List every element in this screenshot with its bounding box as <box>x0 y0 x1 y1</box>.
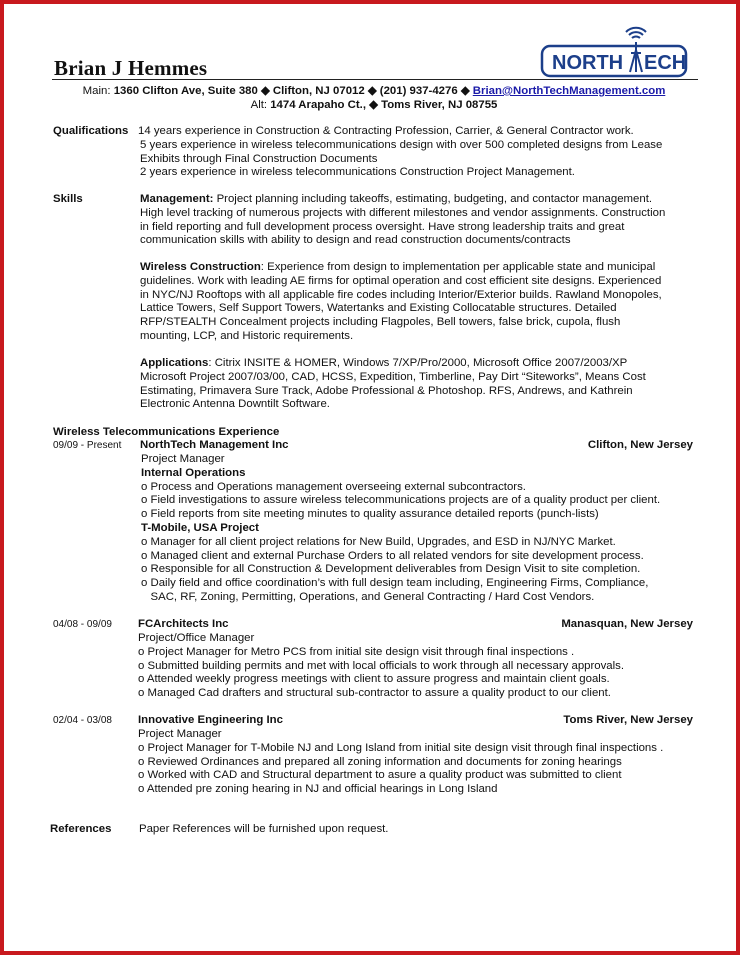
skills-wireless-construction <box>140 261 662 344</box>
job-group-title: Internal Operations <box>141 466 246 479</box>
qualification-line: 2 years experience in wireless telecommunications Construction Project Management. <box>140 166 575 179</box>
main-label: Main: <box>82 85 114 97</box>
job-bullet: o Project Manager for Metro PCS from initial site design visit through final inspections . <box>138 645 575 658</box>
main-contact-line <box>8 83 740 97</box>
job-location: Clifton, New Jersey <box>587 439 693 451</box>
applications-line: Electronic Antenna Downtilt Software. <box>140 398 330 411</box>
candidate-name: Brian J Hemmes <box>54 56 208 80</box>
management-line: Project planning including takeoffs, estimating, budgeting, and contactor management. <box>213 193 653 205</box>
job-bullet: o Process and Operations management overseeing external subcontractors. <box>141 480 526 493</box>
job-location: Toms River, New Jersey <box>563 714 693 726</box>
alt-address: 1474 Arapaho Ct., ◆ Toms River, NJ 08755 <box>270 99 498 111</box>
wireless-line: Lattice Towers, Self Support Towers, Watertanks and Existing Collocatable structures. Detailed <box>140 302 617 315</box>
job-bullet: o Submitted building permits and met with local officials to work through all necessary approvals. <box>138 659 625 672</box>
applications-title: Applications <box>140 357 209 369</box>
logo-text-north: NORTH <box>552 52 624 74</box>
qualification-line: Exhibits through Final Construction Documents <box>140 152 378 165</box>
skills-heading: Skills <box>53 193 83 205</box>
job-dates: 02/04 - 03/08 <box>53 715 112 726</box>
job-bullet: o Responsible for all Construction & Development deliverables from Design Visit to site completion. <box>141 563 641 576</box>
job-bullet: o Reviewed Ordinances and prepared all zoning information and documents for zoning hearings <box>138 755 622 768</box>
qualifications-heading: Qualifications <box>53 125 129 137</box>
job-title: Project/Office Manager <box>138 632 255 644</box>
qualification-line: 5 years experience in wireless telecommunications design with over 500 completed designs from Lease <box>140 138 663 151</box>
job-bullet: o Field investigations to assure wireless telecommunications projects are of a quality product per client. <box>141 494 661 507</box>
main-address: 1360 Clifton Ave, Suite 380 ◆ Clifton, NJ 07012 ◆ (201) 937-4276 ◆ <box>113 85 473 97</box>
signal-waves-icon <box>626 28 646 38</box>
job-company: Innovative Engineering Inc <box>138 714 283 726</box>
experience-heading: Wireless Telecommunications Experience <box>53 426 280 438</box>
logo-text-ech: ECH <box>644 52 687 74</box>
resume-document <box>8 8 740 955</box>
job-details <box>138 728 663 797</box>
job-details <box>141 453 660 605</box>
job-bullet: o Worked with CAD and Structural department to asure a quality product was submitted to client <box>138 769 622 782</box>
references-heading: References <box>50 823 112 835</box>
job-dates: 04/08 - 09/09 <box>53 619 112 630</box>
job-bullet: o Manager for all client project relations for New Build, Upgrades, and ESD in NJ/NYC Market. <box>141 535 616 548</box>
wireless-line: in NYC/NJ Rooftops with all applicable fire codes including Interior/Exterior builds. Rawland Monopoles, <box>140 288 662 301</box>
job-dates: 09/09 - Present <box>53 440 122 451</box>
wireless-title: Wireless Construction <box>140 261 261 273</box>
wireless-line: : Experience from design to implementation per applicable state and municipal <box>260 261 656 273</box>
wireless-line: mounting, LCP, and Historic requirements. <box>140 329 354 342</box>
job-bullet: o Attended pre zoning hearing in NJ and official hearings in Long Island <box>138 783 498 796</box>
job-company: NorthTech Management Inc <box>140 439 289 451</box>
job-bullet: o Daily field and office coordination’s with full design team including, Engineering Firms, Compliance, <box>141 577 649 590</box>
job-location: Manasquan, New Jersey <box>561 618 693 630</box>
job-details <box>138 632 624 701</box>
management-line: in field reporting and full development process oversight. Have strong leadership traits and great <box>140 220 625 233</box>
northtech-logo <box>540 26 688 78</box>
alt-contact-line <box>8 97 740 111</box>
applications-line: Estimating, Primavera Sure Track, Adobe Professional & Photoshop. RFS, Andrews, and Kathrein <box>140 384 633 397</box>
header-rule <box>52 79 698 80</box>
wireless-line: guidelines. Work with leading AE firms for optimal operation and cost efficient site designs. Experienced <box>140 274 662 287</box>
applications-line: : Citrix INSITE & HOMER, Windows 7/XP/Pro/2000, Microsoft Office 2007/2003/XP <box>208 357 628 369</box>
job-bullet: o Attended weekly progress meetings with client to assure progress and maintain client goals. <box>138 673 610 686</box>
job-title: Project Manager <box>141 453 225 465</box>
wireless-line: RFP/STEALTH Concealment projects including Flagpoles, Bell towers, false brick, cupola, flush <box>140 316 621 329</box>
management-line: High level tracking of numerous projects with different milestones and vendor assignments. Construction <box>140 206 666 219</box>
job-bullet: o Managed client and external Purchase Orders to all related vendors for site development process. <box>141 549 644 562</box>
job-title: Project Manager <box>138 728 222 740</box>
job-group-title: T-Mobile, USA Project <box>141 521 259 534</box>
job-bullet: o Managed Cad drafters and structural sub-contractor to assure a quality product to our client. <box>138 687 611 700</box>
job-bullet: SAC, RF, Zoning, Permitting, Operations, and General Contracting / Hard Cost Vendors. <box>141 590 595 603</box>
alt-label: Alt: <box>250 99 271 111</box>
management-line: communication skills with ability to design and read construction documents/contracts <box>140 234 571 247</box>
job-company: FCArchitects Inc <box>138 618 229 630</box>
skills-applications <box>140 357 646 412</box>
qualifications-text <box>138 125 662 180</box>
references-text: Paper References will be furnished upon request. <box>139 823 389 835</box>
applications-line: Microsoft Project 2007/03/00, CAD, HCSS, Expedition, Timberline, Pay Dirt “Siteworks”, Means Cost <box>140 370 646 383</box>
skills-management <box>140 193 665 248</box>
qualification-line: 14 years experience in Construction & Contracting Profession, Carrier, & General Contractor work. <box>138 125 634 137</box>
job-bullet: o Field reports from site meeting minutes to quality assurance detailed reports (punch-lists) <box>141 508 599 521</box>
email-link[interactable]: Brian@NorthTechManagement.com <box>472 85 666 97</box>
management-title: Management: <box>140 193 214 205</box>
job-bullet: o Project Manager for T-Mobile NJ and Long Island from initial site design visit through final inspections . <box>138 741 664 754</box>
